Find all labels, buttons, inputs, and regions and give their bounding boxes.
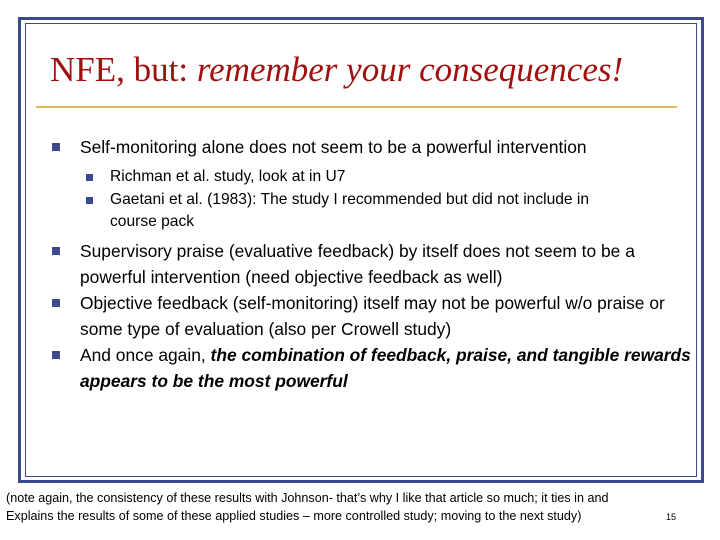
bullet-item <box>52 134 692 160</box>
square-bullet-icon <box>52 247 60 255</box>
speaker-note <box>6 489 706 525</box>
title-normal: NFE, but: <box>50 50 189 89</box>
note-line: (note again, the consistency of these results with Johnson- that’s why I like that article so much; it ties in and <box>6 491 609 505</box>
bullet-item <box>52 290 692 342</box>
note-line: Explains the results of some of these applied studies – more controlled study; moving to the next study) <box>6 509 582 523</box>
title-italic: remember your consequences! <box>196 50 624 89</box>
square-bullet-icon <box>52 299 60 307</box>
square-bullet-icon <box>86 174 93 181</box>
sub-bullet-list <box>52 166 692 234</box>
bullet-item <box>52 342 692 394</box>
square-bullet-icon <box>52 351 60 359</box>
title-divider <box>36 106 677 108</box>
bullet-text-emphasis: the combination of feedback, praise, and tangible rewards appears to be the most powerful <box>80 344 691 391</box>
sub-bullet-item <box>52 189 612 234</box>
square-bullet-icon <box>52 143 60 151</box>
sub-bullet-item <box>52 166 612 189</box>
bullet-text: Supervisory praise (evaluative feedback) by itself does not seem to be a powerful intervention (need objective feedback as well) <box>80 240 635 287</box>
square-bullet-icon <box>86 197 93 204</box>
bullet-text-normal: And once again, <box>80 344 206 365</box>
bullet-item <box>52 238 692 290</box>
sub-bullet-text: Gaetani et al. (1983): The study I recommended but did not include in course pack <box>110 190 590 230</box>
bullet-list <box>52 134 692 394</box>
page-number: 15 <box>666 512 677 522</box>
bullet-text: Self-monitoring alone does not seem to be a powerful intervention <box>80 137 587 157</box>
bullet-text: Objective feedback (self-monitoring) itself may not be powerful w/o praise or some type of evaluation (also per Crowell study) <box>80 292 665 339</box>
sub-bullet-text: Richman et al. study, look at in U7 <box>110 168 346 185</box>
slide-title <box>50 52 623 87</box>
